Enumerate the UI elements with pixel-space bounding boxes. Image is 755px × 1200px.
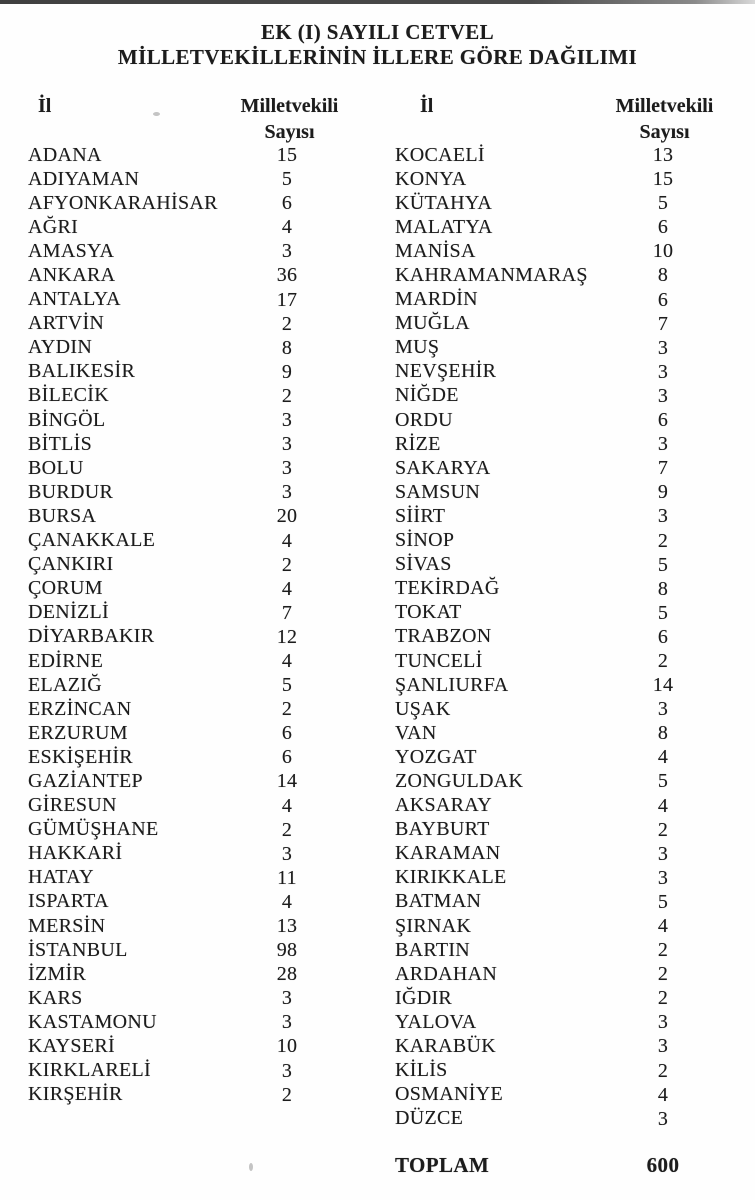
mp-count: 4 — [657, 1083, 669, 1106]
mp-count: 4 — [657, 915, 669, 937]
province-name: SİNOP — [395, 529, 455, 552]
mp-count: 10 — [652, 240, 674, 263]
province-name: AĞRI — [28, 215, 79, 238]
table-row — [28, 529, 358, 553]
mp-count: 2 — [281, 698, 293, 721]
table-row — [28, 167, 358, 191]
mp-count: 2 — [281, 312, 293, 335]
table-row — [28, 191, 358, 215]
table-row — [28, 504, 358, 528]
mp-count: 3 — [657, 360, 669, 383]
table-row — [395, 842, 725, 866]
mp-count: 3 — [281, 433, 293, 456]
province-name: DİYARBAKIR — [28, 625, 155, 648]
province-name: NİĞDE — [395, 384, 459, 407]
province-name: AFYONKARAHİSAR — [28, 191, 218, 214]
table-row — [28, 336, 358, 360]
mp-count: 3 — [657, 433, 669, 456]
mp-count: 3 — [657, 866, 669, 889]
province-name: ESKİŞEHİR — [28, 745, 133, 768]
column-header-count-right — [592, 93, 737, 145]
table-row — [395, 745, 725, 769]
table-row — [28, 697, 358, 721]
province-name: BARTIN — [395, 938, 471, 961]
mp-count: 15 — [652, 168, 674, 191]
mp-count: 3 — [657, 698, 669, 721]
province-name: HAKKARİ — [28, 842, 123, 865]
province-name: SAKARYA — [395, 456, 491, 479]
province-name: RİZE — [395, 432, 441, 455]
province-name: KASTAMONU — [28, 1010, 157, 1033]
province-name: AKSARAY — [395, 794, 492, 817]
province-list-left — [28, 143, 358, 1107]
mp-count: 13 — [276, 915, 298, 937]
table-row — [395, 1010, 725, 1034]
mp-count: 4 — [281, 794, 293, 817]
province-name: ORDU — [395, 408, 453, 431]
table-row — [395, 577, 725, 601]
table-row — [28, 962, 358, 986]
province-name: BİLECİK — [28, 384, 109, 407]
province-name: KIRIKKALE — [395, 866, 507, 889]
table-row — [28, 553, 358, 577]
mp-count: 14 — [652, 674, 674, 697]
total-label: TOPLAM — [395, 1153, 490, 1177]
province-name: BURDUR — [28, 480, 114, 503]
mp-count: 2 — [657, 1059, 669, 1082]
province-name: BURSA — [28, 504, 97, 527]
province-name: KONYA — [395, 167, 467, 190]
table-row — [28, 938, 358, 962]
table-row — [395, 794, 725, 818]
mp-count: 2 — [657, 649, 669, 672]
table-row — [28, 794, 358, 818]
title-line-1: EK (I) SAYILI CETVEL — [260, 20, 495, 44]
province-name: ŞANLIURFA — [395, 673, 509, 696]
province-name: TEKİRDAĞ — [395, 577, 500, 600]
table-row — [28, 456, 358, 480]
mp-count: 6 — [657, 288, 669, 311]
mp-count: 12 — [276, 625, 298, 648]
table-row — [28, 625, 358, 649]
table-row — [28, 215, 358, 239]
table-row — [395, 312, 725, 336]
table-row — [395, 769, 725, 793]
column-header-count-line1: Milletvekili — [615, 95, 714, 117]
mp-count: 5 — [281, 674, 293, 697]
province-name: BOLU — [28, 456, 84, 479]
scan-smudge — [153, 112, 160, 116]
province-name: KOCAELİ — [395, 143, 485, 166]
mp-count: 2 — [657, 818, 669, 841]
province-name: İSTANBUL — [28, 938, 128, 961]
table-row — [28, 384, 358, 408]
column-header-province-right: İl — [420, 95, 434, 117]
table-row — [28, 649, 358, 673]
province-name: ŞIRNAK — [395, 914, 472, 937]
province-name: MARDİN — [395, 288, 478, 311]
mp-count: 3 — [281, 409, 293, 432]
table-row — [395, 167, 725, 191]
mp-count: 5 — [657, 890, 669, 913]
table-row — [28, 239, 358, 263]
table-row — [395, 890, 725, 914]
province-name: SİİRT — [395, 504, 446, 527]
mp-count: 4 — [281, 890, 293, 913]
province-name: ISPARTA — [28, 890, 109, 913]
mp-count: 2 — [657, 987, 669, 1010]
province-name: SİVAS — [395, 553, 452, 576]
table-row — [395, 986, 725, 1010]
province-name: MERSİN — [28, 914, 106, 937]
table-row — [28, 143, 358, 167]
title-line-2: MİLLETVEKİLLERİNİN İLLERE GÖRE DAĞILIMI — [117, 45, 638, 69]
table-row — [395, 480, 725, 504]
province-name: MUŞ — [395, 336, 440, 359]
province-name: ARDAHAN — [395, 962, 498, 985]
table-row — [28, 601, 358, 625]
province-name: MANİSA — [395, 239, 476, 262]
mp-count: 2 — [281, 1083, 293, 1106]
mp-count: 4 — [281, 216, 293, 239]
province-name: NEVŞEHİR — [395, 360, 497, 383]
province-name: TOKAT — [395, 601, 462, 624]
mp-count: 3 — [657, 1107, 669, 1130]
province-name: GAZİANTEP — [28, 769, 143, 792]
table-row — [28, 890, 358, 914]
table-row — [395, 962, 725, 986]
table-row — [28, 721, 358, 745]
table-row — [395, 625, 725, 649]
mp-count: 4 — [657, 746, 669, 769]
province-name: BATMAN — [395, 890, 482, 913]
province-name: KARABÜK — [395, 1035, 496, 1058]
province-name: GÜMÜŞHANE — [28, 818, 159, 841]
table-row — [28, 1010, 358, 1034]
mp-count: 4 — [281, 577, 293, 600]
mp-count: 3 — [657, 336, 669, 359]
province-name: TUNCELİ — [395, 649, 483, 672]
mp-count: 11 — [277, 866, 297, 889]
mp-count: 6 — [657, 625, 669, 648]
table-row — [28, 1083, 358, 1107]
mp-count: 3 — [657, 1035, 669, 1058]
province-name: KÜTAHYA — [395, 191, 493, 214]
table-row — [28, 288, 358, 312]
province-name: GİRESUN — [28, 794, 117, 817]
table-row — [395, 553, 725, 577]
table-row — [395, 432, 725, 456]
table-row — [395, 239, 725, 263]
table-row — [28, 577, 358, 601]
mp-count: 8 — [657, 577, 669, 600]
province-name: KIRŞEHİR — [28, 1083, 123, 1106]
table-row — [395, 504, 725, 528]
mp-count: 2 — [281, 553, 293, 576]
mp-count: 3 — [281, 1011, 293, 1034]
mp-count: 14 — [276, 770, 298, 793]
column-header-count-line1: Milletvekili — [240, 95, 339, 117]
mp-count: 5 — [657, 192, 669, 215]
mp-count: 7 — [281, 601, 293, 624]
table-row — [395, 866, 725, 890]
mp-count: 8 — [657, 722, 669, 745]
column-header-count-line2: Sayısı — [639, 121, 690, 143]
mp-count: 3 — [281, 457, 293, 480]
table-row — [395, 360, 725, 384]
mp-count: 5 — [657, 770, 669, 793]
total-value: 600 — [646, 1153, 680, 1177]
province-name: ELAZIĞ — [28, 673, 102, 696]
table-row — [395, 1059, 725, 1083]
table-row — [28, 842, 358, 866]
province-name: OSMANİYE — [395, 1083, 503, 1106]
column-header-province-left: İl — [38, 95, 52, 117]
province-name: BAYBURT — [395, 818, 490, 841]
scan-edge-artifact — [0, 0, 755, 4]
mp-count: 4 — [281, 529, 293, 552]
province-name: VAN — [395, 721, 437, 744]
province-name: ÇANKIRI — [28, 553, 114, 576]
mp-count: 5 — [281, 168, 293, 191]
mp-count: 6 — [657, 409, 669, 432]
table-row — [395, 456, 725, 480]
mp-count: 3 — [281, 481, 293, 504]
table-row — [28, 1034, 358, 1058]
table-row — [395, 529, 725, 553]
province-name: ARTVİN — [28, 312, 105, 335]
column-header-count-left — [217, 93, 362, 145]
table-row — [28, 745, 358, 769]
mp-count: 5 — [657, 601, 669, 624]
mp-count: 98 — [276, 939, 298, 962]
mp-count: 6 — [281, 192, 293, 215]
mp-count: 10 — [276, 1035, 298, 1058]
mp-count: 2 — [657, 939, 669, 962]
table-row — [395, 697, 725, 721]
table-row — [28, 673, 358, 697]
table-row — [395, 384, 725, 408]
mp-count: 4 — [281, 649, 293, 672]
mp-count: 3 — [281, 987, 293, 1010]
province-name: KİLİS — [395, 1059, 448, 1082]
mp-count: 6 — [281, 722, 293, 745]
mp-count: 28 — [276, 963, 298, 986]
mp-count: 4 — [657, 794, 669, 817]
province-name: BİNGÖL — [28, 408, 106, 431]
province-name: DÜZCE — [395, 1107, 464, 1130]
province-name: AMASYA — [28, 239, 115, 262]
mp-count: 36 — [276, 264, 298, 287]
province-name: ADIYAMAN — [28, 167, 140, 190]
province-name: İZMİR — [28, 962, 87, 985]
table-row — [28, 408, 358, 432]
mp-count: 6 — [281, 746, 293, 769]
mp-count: 5 — [657, 553, 669, 576]
table-row — [28, 986, 358, 1010]
table-row — [395, 649, 725, 673]
province-name: BALIKESİR — [28, 360, 136, 383]
table-row — [395, 818, 725, 842]
province-name: AYDIN — [28, 336, 93, 359]
mp-count: 3 — [657, 384, 669, 407]
province-name: ERZURUM — [28, 721, 128, 744]
table-row — [395, 721, 725, 745]
province-name: YALOVA — [395, 1010, 477, 1033]
table-row — [28, 866, 358, 890]
mp-count: 6 — [657, 216, 669, 239]
province-name: KIRKLARELİ — [28, 1059, 151, 1082]
mp-count: 3 — [281, 1059, 293, 1082]
province-name: ADANA — [28, 143, 102, 166]
mp-count: 3 — [657, 1011, 669, 1034]
mp-count: 15 — [276, 144, 298, 166]
province-name: ÇANAKKALE — [28, 529, 156, 552]
mp-count: 17 — [276, 288, 298, 311]
table-row — [395, 143, 725, 167]
province-name: KAYSERİ — [28, 1035, 115, 1058]
mp-count: 2 — [281, 818, 293, 841]
mp-count: 3 — [657, 842, 669, 865]
province-name: UŞAK — [395, 697, 451, 720]
table-row — [395, 601, 725, 625]
table-row — [395, 673, 725, 697]
mp-count: 7 — [657, 457, 669, 480]
mp-count: 2 — [281, 384, 293, 407]
total-row — [395, 1153, 725, 1179]
table-row — [395, 263, 725, 287]
province-name: IĞDIR — [395, 986, 453, 1009]
mp-count: 8 — [281, 336, 293, 359]
province-name: DENİZLİ — [28, 601, 109, 624]
province-name: EDİRNE — [28, 649, 104, 672]
province-name: KARAMAN — [395, 842, 501, 865]
table-row — [28, 818, 358, 842]
province-name: BİTLİS — [28, 432, 93, 455]
province-name: ANKARA — [28, 264, 116, 287]
table-row — [395, 1107, 725, 1131]
province-name: MUĞLA — [395, 312, 470, 335]
table-row — [28, 432, 358, 456]
table-row — [395, 1034, 725, 1058]
province-name: MALATYA — [395, 215, 493, 238]
mp-count: 2 — [657, 529, 669, 552]
province-name: SAMSUN — [395, 480, 481, 503]
mp-count: 3 — [657, 505, 669, 528]
mp-count: 9 — [657, 481, 669, 504]
table-row — [395, 191, 725, 215]
mp-count: 3 — [281, 842, 293, 865]
table-row — [395, 215, 725, 239]
document-title — [0, 20, 755, 70]
province-list-right — [395, 143, 725, 1131]
table-row — [28, 769, 358, 793]
table-row — [28, 312, 358, 336]
table-row — [28, 480, 358, 504]
scan-smudge — [249, 1163, 253, 1171]
table-row — [395, 1083, 725, 1107]
province-name: HATAY — [28, 866, 94, 889]
table-row — [28, 914, 358, 938]
table-row — [395, 938, 725, 962]
province-name: ZONGULDAK — [395, 769, 524, 792]
mp-count: 8 — [657, 264, 669, 287]
mp-count: 20 — [276, 505, 298, 528]
mp-count: 13 — [652, 144, 674, 166]
province-name: YOZGAT — [395, 745, 477, 768]
province-name: KARS — [28, 986, 83, 1009]
column-header-count-line2: Sayısı — [264, 121, 315, 143]
table-row — [395, 408, 725, 432]
mp-count: 2 — [657, 963, 669, 986]
mp-count: 3 — [281, 240, 293, 263]
mp-count: 7 — [657, 312, 669, 335]
table-row — [28, 1059, 358, 1083]
province-name: ANTALYA — [28, 288, 121, 311]
province-name: ERZİNCAN — [28, 697, 132, 720]
table-row — [395, 914, 725, 938]
mp-count: 9 — [281, 360, 293, 383]
province-name: TRABZON — [395, 625, 492, 648]
province-name: ÇORUM — [28, 577, 103, 600]
table-row — [28, 263, 358, 287]
province-name: KAHRAMANMARAŞ — [395, 264, 588, 287]
table-row — [395, 336, 725, 360]
table-row — [395, 288, 725, 312]
table-row — [28, 360, 358, 384]
